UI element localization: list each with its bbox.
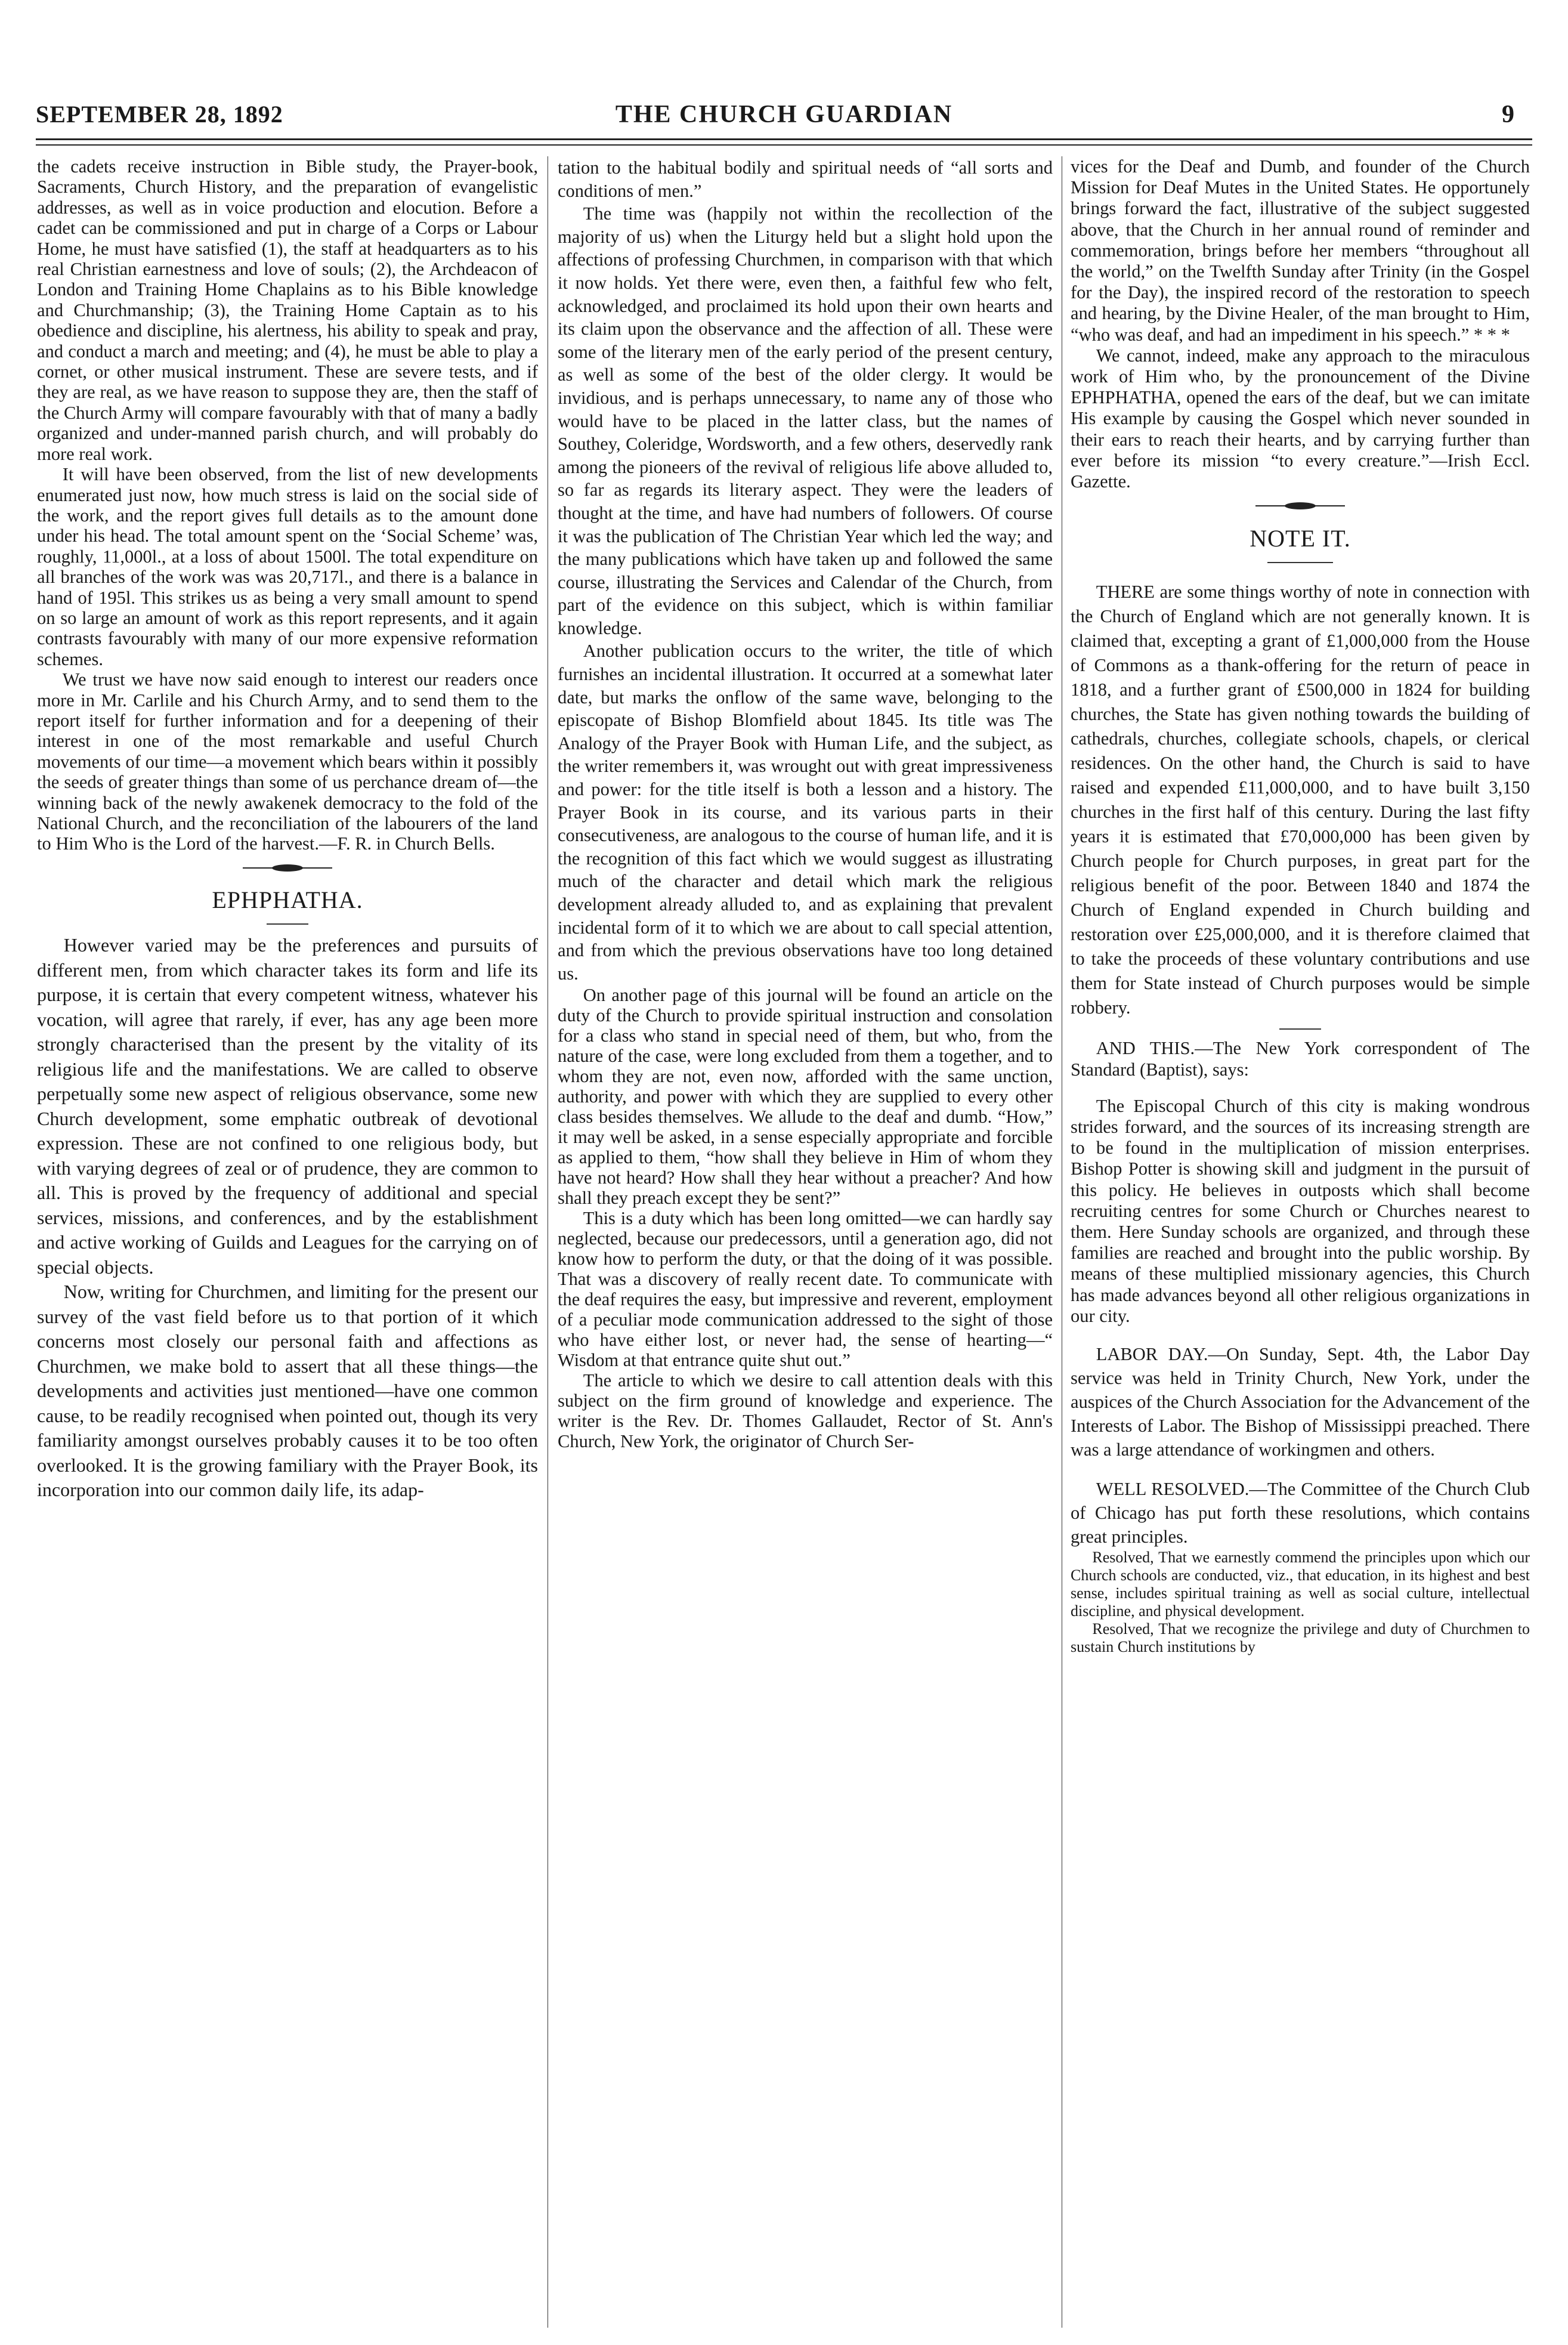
paragraph: However varied may be the preferences and pursuits of different men, from which character takes its form and life its purpose, it is certain that every competent witness, whatever his vocation, will agree that rarely, if ever, has any age been more strongly characterised than the present by the vitality of its religious life and the manifestations. We are called to observe perpetually some new aspect of religious observance, some new Church development, some emphatic outbreak of devotional expression. These are not confined to one religious body, but with varying degrees of zeal or of prudence, they are common to all. This is proved by the frequency of additional and special services, missions, and conferences, and by the establishment and active working of Guilds and Leagues for the carrying on of special objects. [37, 934, 538, 1278]
heading-rule [267, 923, 308, 925]
paragraph: This is a duty which has been long omitted—we can hardly say neglected, because our predecessors, until a generation ago, did not know how to perform the duty, or that the doing of it was possible. That was a discovery of really recent date. To communicate with the deaf requires the easy, but impressive and reverent, employment of a peculiar mode communication addressed to the sight of those who have either lost, or never had, the sense of hearting—“ Wisdom at that entrance quite shut out.” [558, 1208, 1053, 1371]
paragraph: Resolved, That we recognize the privilege and duty of Churchmen to sustain Church institutions by [1071, 1620, 1530, 1656]
masthead-title: THE CHURCH GUARDIAN [615, 101, 953, 128]
paragraph: It will have been observed, from the list of new developments enumerated just now, how much stress is laid on the social side of the work, and the report gives full details as to the amount done under his head. The total amount spent on the ‘Social Scheme’ was, roughly, 11,000l., at a loss of about 1500l. The total expenditure on all branches of the work was was 20,717l., and there is a balance in hand of 195l. This strikes us as being a very small amount to spend on so large an amount of work as this report represents, and it again contrasts favourably with many of our more expensive reformation schemes. [37, 464, 538, 669]
paragraph: Resolved, That we earnestly commend the principles upon which our Church schools are conducted, viz., that education, in its highest and best sense, includes spiritual training as well as social culture, intellectual discipline, and physical development. [1071, 1549, 1530, 1620]
paragraph: The time was (happily not within the recollection of the majority of us) when the Liturgy held but a slight hold upon the affections of professing Churchmen, in comparison with that which it now holds. Yet there were, even then, a faithful few who felt, acknowledged, and proclaimed its hold upon their own hearts and its claim upon the observance and the affection of all. These were some of the literary men of the early period of the present century, as well as some of the best of the older clergy. It would be invidious, and is perhaps unnecessary, to name any of those who would have to be placed in the latter class, but the names of Southey, Coleridge, Wordsworth, and a few others, deservedly rank among the pioneers of the revival of religious life above alluded to, so far as regards its literary aspect. They were the leaders of thought at the time, and have had numbers of followers. Of course it was the publication of The Christian Year which led the way; and the many publications which have taken up and followed the same course, illustrating the Services and Calendar of the Church, from part of the evidence on this subject, which is within familiar knowledge. [558, 203, 1053, 638]
paragraph: Another publication occurs to the writer, the title of which furnishes an incidental illustration. It occurred at a somewhat later date, but marks the onflow of the same wave, belonging to the episcopate of Bishop Blomfield about 1845. Its title was The Analogy of the Prayer Book with Human Life, and the subject, as the writer remembers it, was wrought out with great impressiveness and power: for the title itself is both a lesson and a history. The Prayer Book in its course, and its various parts in their consecutiveness, are analogous to the course of human life, and it is the recognition of this fact which we would suggest as illustrating much of the character and detail which mark the religious development already alluded to, and as explaining that prevalent incidental form of it to which we are about to call special attention, and from which the previous observations have too long detained us. [558, 641, 1053, 984]
page-header [36, 100, 1532, 142]
ornament-divider-icon [237, 864, 338, 872]
column-2 [558, 156, 1053, 2322]
paragraph: WELL RESOLVED.—The Committee of the Church Club of Chicago has put forth these resolutions, which contains great principles. [1071, 1479, 1530, 1547]
paragraph: The Episcopal Church of this city is making wondrous strides forward, and the sources of its increasing strength are to be found in the multiplication of mission enterprises. Bishop Potter is showing skill and judgment in the pursuit of this policy. He believes in outposts which shall become recruiting centres for some Church or Churches nearest to them. Here Sunday schools are organized, and through these families are reached and brought into the public worship. By means of these multiplied missionary agencies, this Church has made advances beyond all other religious organizations in our city. [1071, 1095, 1530, 1326]
section-heading: EPHPHATHA. [212, 886, 363, 913]
ornament-divider-icon [1250, 502, 1351, 510]
paragraph: On another page of this journal will be found an article on the duty of the Church to provide spiritual instruction and consolation for a class who stand in special need of them, but who, from the nature of the case, were long excluded from them a together, and to whom they are not, even now, afforded with the same unction, authority, and power with which they are supplied to every other class besides themselves. We allude to the deaf and dumb. “How,” it may well be asked, in a sense especially appropriate and forcible as applied to them, “how shall they believe in Him of whom they have not heard? How shall they hear without a preacher? And how shall they preach except they be sent?” [558, 985, 1053, 1209]
paragraph: vices for the Deaf and Dumb, and founder of the Church Mission for Deaf Mutes in the United States. He opportunely brings forward the fact, illustrative of the subject suggested above, that the Church in her annual round of reminder and commemoration, brings before her members “throughout all the world,” on the Twelfth Sunday after Trinity (in the Gospel for the Day), the inspired record of the restoration to speech and hearing, by the Divine Healer, of the man brought to Him, “who was deaf, and had an impediment in his speech.” * * * [1071, 156, 1530, 345]
paragraph: The article to which we desire to call attention deals with this subject on the firm ground of knowledge and experience. The writer is the Rev. Dr. Thomes Gallaudet, Rector of St. Ann's Church, New York, the originator of Church Ser- [558, 1370, 1053, 1452]
header-date: SEPTEMBER 28, 1892 [36, 101, 283, 128]
page-number: 9 [1502, 101, 1514, 128]
section-heading: NOTE IT. [1250, 525, 1351, 552]
heading-rule [1267, 562, 1333, 563]
paragraph: the cadets receive instruction in Bible study, the Prayer-book, Sacraments, Church History, and the preparation of evangelistic addresses, as well as in voice production and elocution. Before a cadet can be commissioned and put in charge of a Corps or Labour Home, he must have satisfied (1), the staff at headquarters as to his real Christian earnestness and love of souls; (2), the Archdeacon of London and Training Home Chaplains as to his Bible knowledge and Churchmanship; (3), the Training Home Captain as to his obedience and discipline, his alertness, his ability to speak and pray, and conduct a march and meeting; and (4), he must be able to play a cornet, or other musical instrument. These are severe tests, and if they are real, as we have reason to suppose they are, then the staff of the Church Army will compare favourably with that of many a badly organized and under-manned parish church, and will probably do more real work. [37, 156, 538, 464]
paragraph: LABOR DAY.—On Sunday, Sept. 4th, the Labor Day service was held in Trinity Church, New York, under the auspices of the Church Association for the Advancement of the Interests of Labor. The Bishop of Mississippi preached. There was a large attendance of workingmen and others. [1071, 1344, 1530, 1460]
paragraph: We trust we have now said enough to interest our readers once more in Mr. Carlile and his Church Army, and to send them to the report itself for further information and for a deepening of their interest in one of the most remarkable and useful Church movements of our time—a movement which bears within it possibly the seeds of greater things than some of us perchance dream of—the winning back of the newly awakenek democracy to the fold of the National Church, and the reconciliation of the labourers of the land to Him Who is the Lord of the harvest.—F. R. in Church Bells. [37, 669, 538, 854]
header-rule-thin [36, 144, 1532, 146]
paragraph: THERE are some things worthy of note in connection with the Church of England which are not generally known. It is claimed that, excepting a grant of £1,000,000 from the House of Commons as a thank-offering for the return of peace in 1818, and a further grant of £500,000 in 1824 for building churches, the State has given nothing towards the building of cathedrals, churches, collegiate schools, chapels, or clerical residences. On the other hand, the Church is said to have raised and expended £11,000,000, and to have built 3,150 churches in the first half of this century. During the last fifty years it is estimated that £70,000,000 has been given by Church people for Church purposes, in great part for the religious benefit of the poor. Between 1840 and 1874 the Church of England expended in Church building and restoration over £25,000,000, and it is therefore claimed that to take the proceeds of these voluntary contributions and use them for State instead of Church purposes would be simple robbery. [1071, 582, 1530, 1018]
header-rule [36, 138, 1532, 140]
column-1 [37, 156, 538, 2322]
paragraph: tation to the habitual bodily and spiritual needs of “all sorts and conditions of men.” [558, 157, 1053, 201]
paragraph: We cannot, indeed, make any approach to the miraculous work of Him who, by the pronouncement of the Divine EPHPHATHA, opened the ears of the deaf, but we can imitate His example by causing the Gospel which never sounded in their ears to reach their hearts, and by carrying further than ever before its mission “to every creature.”—Irish Eccl. Gazette. [1071, 345, 1530, 492]
paragraph: Now, writing for Churchmen, and limiting for the present our survey of the vast field before us to that portion of it which concerns most closely our personal faith and affections as Churchmen, we make bold to assert that all these things—the developments and activities just mentioned—have one common cause, to be readily recognised when pointed out, though its very familiarity amongst ourselves probably causes it to be too often overlooked. It is the growing familiary with the Prayer Book, its incorporation into our common daily life, its adap- [37, 1281, 538, 1501]
paragraph: AND THIS.—The New York correspondent of The Standard (Baptist), says: [1071, 1038, 1530, 1080]
column-3 [1071, 156, 1530, 2322]
section-rule [1279, 1028, 1321, 1030]
